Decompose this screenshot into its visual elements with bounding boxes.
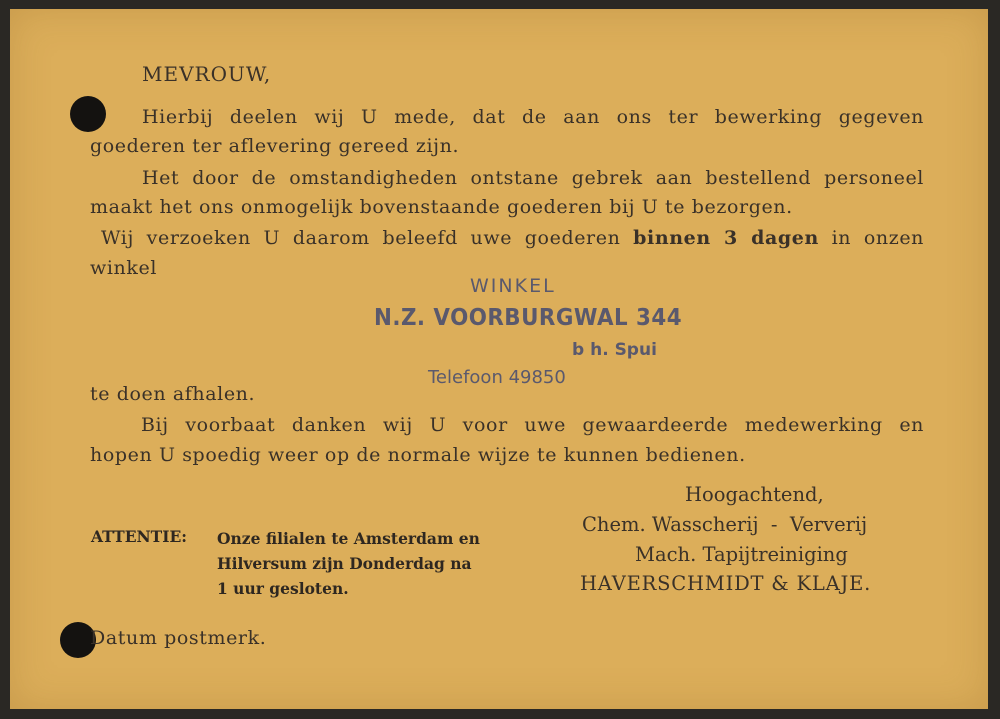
- stamp-line-phone: Telefoon 49850: [428, 367, 566, 388]
- date-postmark: Datum postmerk.: [90, 627, 267, 649]
- stamp-line-winkel: WINKEL: [470, 275, 556, 297]
- para4-line1: Bij voorbaat danken wij U voor uwe gewaardeerde medewerking en: [141, 414, 924, 436]
- stamp-line-address: N.Z. VOORBURGWAL 344: [374, 305, 683, 331]
- attention-line1: Onze filialen te Amsterdam en: [217, 529, 480, 548]
- postcard: [10, 9, 988, 709]
- para3-end: te doen afhalen.: [90, 383, 256, 405]
- deadline-text: binnen 3 dagen: [633, 227, 819, 249]
- para1-line1: Hierbij deelen wij U mede, dat de aan ons ter bewerking gegeven: [142, 106, 924, 128]
- para3-line1: [101, 227, 924, 249]
- punch-hole-top: [70, 96, 106, 132]
- company-line2: Mach. Tapijtreiniging: [635, 543, 848, 566]
- para3-text-b: in onzen: [818, 227, 925, 249]
- stamp-line-corner: b h. Spui: [572, 340, 657, 360]
- para2-line2: maakt het ons onmogelijk bovenstaande goederen bij U te bezorgen.: [90, 196, 793, 218]
- company-name: HAVERSCHMIDT & KLAJE.: [580, 572, 872, 595]
- para3-text-a: Wij verzoeken U daarom beleefd uwe goederen: [101, 227, 634, 249]
- attention-label: ATTENTIE:: [91, 527, 187, 546]
- para3-line2: winkel: [90, 257, 158, 279]
- para1-line2: goederen ter aflevering gereed zijn.: [90, 135, 460, 157]
- attention-line2: Hilversum zijn Donderdag na: [217, 554, 472, 573]
- para4-line2: hopen U spoedig weer op de normale wijze te kunnen bedienen.: [90, 444, 746, 466]
- salutation: MEVROUW,: [142, 62, 272, 86]
- closing: Hoogachtend,: [685, 483, 824, 506]
- attention-line3: 1 uur gesloten.: [217, 579, 349, 598]
- company-line1: Chem. Wasscherij - Ververij: [582, 513, 868, 536]
- para2-line1: Het door de omstandigheden ontstane gebrek aan bestellend personeel: [142, 167, 924, 189]
